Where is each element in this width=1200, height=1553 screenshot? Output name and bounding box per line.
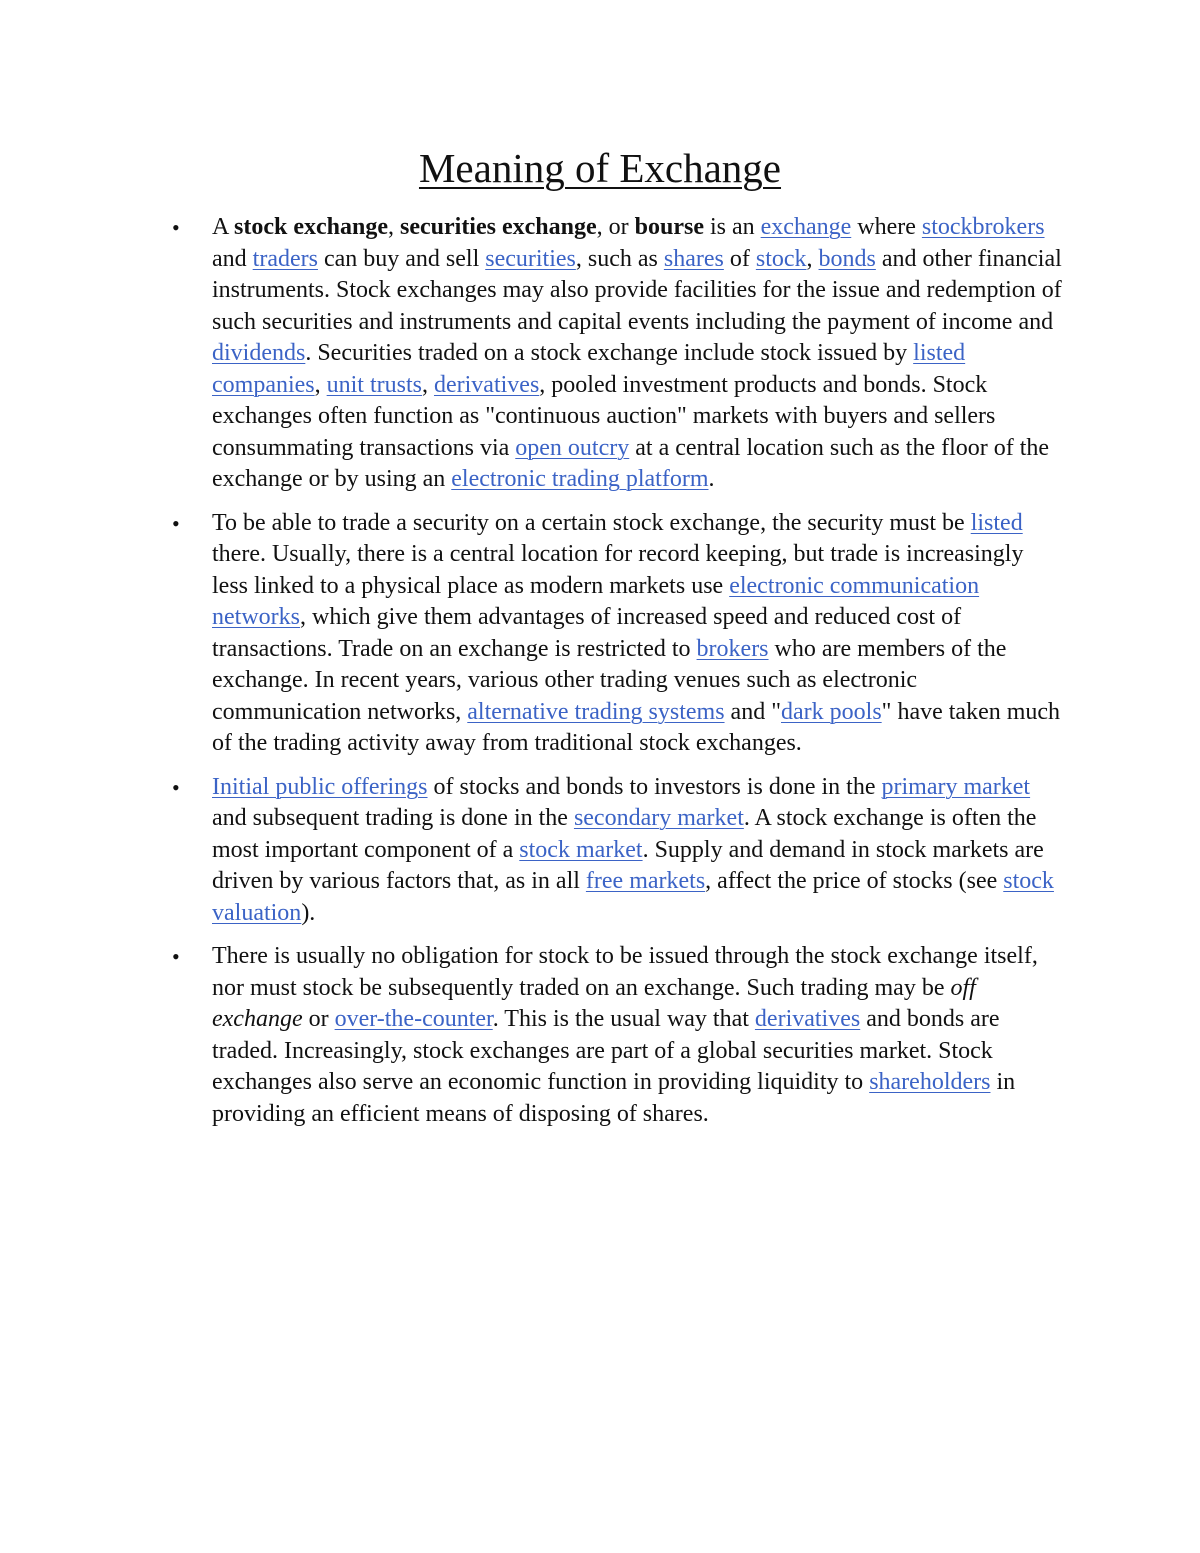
link-electronic-communication-networks[interactable]: electronic communication networks (212, 572, 980, 630)
text-run: at a central location such as the floor of the exchange or by using an (212, 434, 1050, 492)
text-run: . Securities traded on a stock exchange include stock issued by (305, 340, 914, 366)
text-run: of (723, 245, 756, 272)
link-primary-market[interactable]: primary market (881, 773, 1031, 800)
list-item-stock-exchange-definition (172, 212, 1062, 496)
text-run: , (421, 371, 434, 398)
link-open-outcry[interactable]: open outcry (515, 434, 630, 461)
link-unit-trusts[interactable]: unit trusts (326, 371, 422, 398)
text-run: , which give them advantages of increased speed and reduced cost of transactions. Trade on an exchange is restricted to (212, 604, 962, 662)
link-dark-pools[interactable]: dark pools (781, 698, 882, 725)
text-run: is an (703, 214, 761, 240)
text-run: , or (596, 214, 635, 240)
text-run: , (388, 214, 400, 240)
page-title: Meaning of Exchange (418, 145, 782, 191)
text-run: in providing an efficient means of disposing of shares. (212, 1069, 1016, 1127)
text-run: who are members of the exchange. In recent years, various other trading venues such as electronic communication networks, (212, 635, 1007, 725)
bold-term-securities-exchange: securities exchange (400, 214, 597, 240)
bullet-icon: • (172, 944, 180, 969)
bullet-list (172, 212, 1062, 1142)
list-item-listing-and-trading (172, 508, 1062, 760)
text-run: and other financial instruments. Stock exchanges may also provide facilities for the issue and redemption of such securities and instruments and capital events including the payment of income and (212, 245, 1062, 335)
italic-term-off-exchange: off exchange (212, 974, 976, 1032)
link-stock-market[interactable]: stock market (519, 836, 643, 863)
link-free-markets[interactable]: free markets (585, 868, 706, 894)
text-run: and bonds are traded. Increasingly, stock exchanges are part of a global securities market. Stock exchanges also serve an economic function in providing liquidity to (212, 1006, 1000, 1095)
text-run: " have taken much of the trading activity away from traditional stock exchanges. (212, 698, 1061, 756)
bold-term-stock-exchange: stock exchange (234, 214, 388, 240)
text-run: , pooled investment products and bonds. Stock exchanges often function as "continuous auction" markets with buyers and sellers consummating transactions via (212, 371, 996, 461)
bullet-icon: • (172, 774, 180, 800)
link-securities[interactable]: securities (485, 245, 576, 272)
link-stock[interactable]: stock (755, 245, 807, 272)
text-run: and (212, 245, 253, 272)
text-run: To be able to trade a security on a certain stock exchange, the security must be (212, 509, 971, 536)
list-item-primary-secondary-markets (172, 772, 1062, 930)
text-run: can buy and sell (317, 245, 486, 272)
link-secondary-market[interactable]: secondary market (573, 805, 744, 831)
text-run: , (314, 371, 327, 398)
text-run: and " (724, 698, 781, 725)
link-stockbrokers[interactable]: stockbrokers (921, 214, 1045, 240)
text-run: A (212, 214, 235, 240)
text-run: ). (301, 899, 316, 926)
link-derivatives[interactable]: derivatives (433, 371, 540, 398)
bold-term-bourse: bourse (634, 214, 704, 240)
text-run: , affect the price of stocks (see (705, 868, 1004, 894)
link-alternative-trading-systems[interactable]: alternative trading systems (467, 698, 725, 725)
text-run: and subsequent trading is done in the (212, 805, 574, 831)
text-run: . (708, 466, 715, 492)
bullet-icon: • (172, 510, 180, 536)
text-run: where (851, 214, 922, 240)
link-initial-public-offerings[interactable]: Initial public offerings (212, 773, 428, 800)
text-run: . This is the usual way that (492, 1006, 755, 1032)
text-run: . A stock exchange is often the most important component of a (212, 805, 1037, 863)
text-run: of stocks and bonds to investors is done in the (427, 773, 882, 800)
link-bonds[interactable]: bonds (818, 245, 876, 272)
link-dividends[interactable]: dividends (212, 340, 306, 366)
list-item-off-exchange-trading (172, 941, 1062, 1130)
link-listed[interactable]: listed (970, 509, 1023, 536)
text-run: there. Usually, there is a central location for record keeping, but trade is increasingly less linked to a physical place as modern markets use (212, 541, 1024, 599)
text-run: , such as (575, 245, 664, 272)
link-shareholders[interactable]: shareholders (869, 1069, 991, 1095)
link-shares[interactable]: shares (663, 245, 724, 272)
link-listed-companies[interactable]: listed companies (212, 340, 966, 398)
text-run: or (302, 1006, 335, 1032)
link-stock-valuation[interactable]: stock valuation (212, 868, 1054, 926)
link-traders[interactable]: traders (252, 245, 318, 272)
link-over-the-counter[interactable]: over-the-counter (334, 1006, 493, 1032)
text-run: . Supply and demand in stock markets are driven by various factors that, as in all (212, 836, 1044, 894)
bullet-icon: • (172, 215, 180, 240)
text-run: , (806, 245, 819, 272)
link-electronic-trading-platform[interactable]: electronic trading platform (451, 466, 709, 492)
link-brokers[interactable]: brokers (696, 635, 769, 662)
link-exchange[interactable]: exchange (760, 214, 852, 240)
text-run: There is usually no obligation for stock to be issued through the stock exchange itself, nor must stock be subsequently traded on an exchange. Such trading may be (212, 943, 1038, 1001)
link-derivatives[interactable]: derivatives (754, 1006, 861, 1032)
